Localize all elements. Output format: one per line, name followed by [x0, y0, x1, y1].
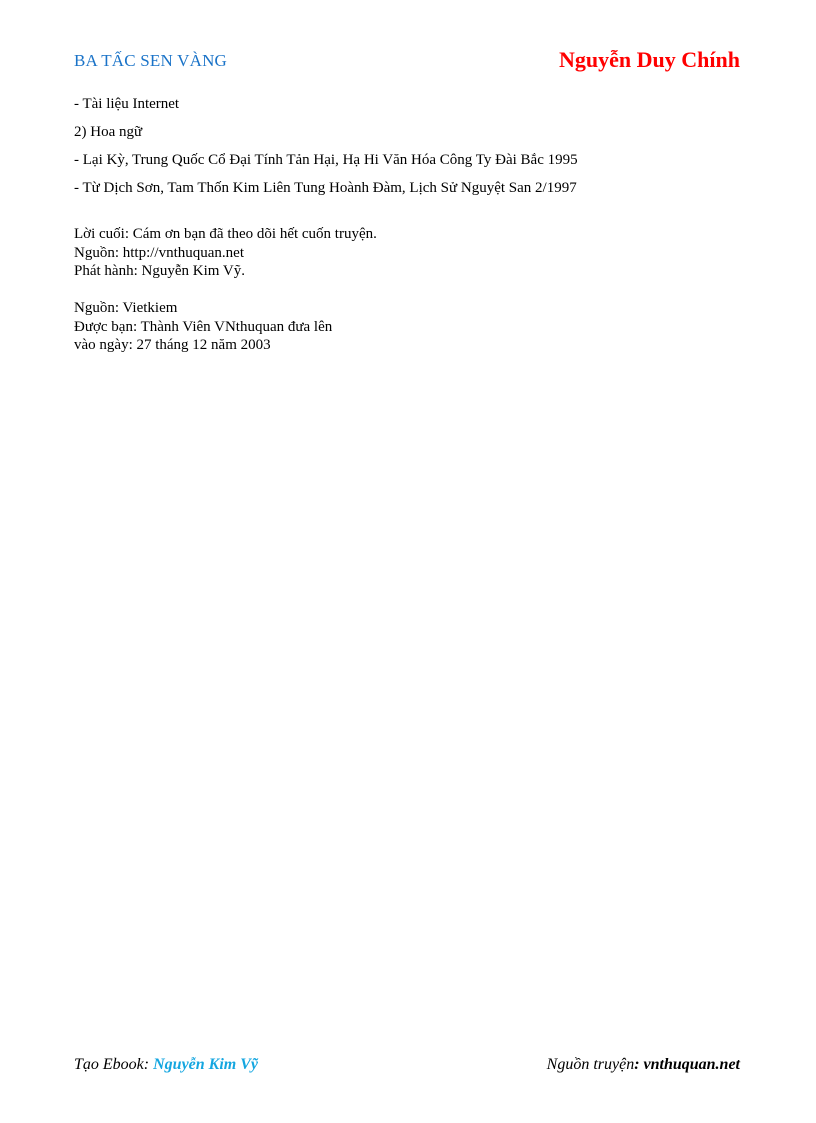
- reference-line-lai-ky: - Lại Kỳ, Trung Quốc Cổ Đại Tính Tản Hại, Hạ Hi Văn Hóa Công Ty Đài Bắc 1995: [74, 152, 578, 168]
- footer-ebook-credit: [74, 1056, 258, 1074]
- source-info: [74, 299, 332, 355]
- reference-line-tu-dich-son: - Từ Dịch Sơn, Tam Thốn Kim Liên Tung Hoành Đàm, Lịch Sử Nguyệt San 2/1997: [74, 180, 577, 196]
- closing-publisher: Phát hành: Nguyễn Kim Vỹ.: [74, 263, 245, 279]
- footer-source-separator: :: [634, 1056, 644, 1073]
- book-title: BA TẤC SEN VÀNG: [74, 51, 228, 70]
- source-origin: Nguồn: Vietkiem: [74, 300, 178, 316]
- source-uploader: Được bạn: Thành Viên VNthuquan đưa lên: [74, 318, 333, 335]
- closing-source-url: Nguồn: http://vnthuquan.net: [74, 244, 244, 261]
- closing-thanks: Lời cuối: Cám ơn bạn đã theo dõi hết cuốn truyện.: [74, 226, 377, 242]
- footer-source-site: vnthuquan.net: [643, 1056, 740, 1073]
- author-name: Nguyễn Duy Chính: [559, 47, 740, 72]
- reference-section-chinese: 2) Hoa ngữ: [74, 124, 143, 140]
- footer-source-label: Nguồn truyện: [546, 1056, 635, 1073]
- footer-ebook-label: Tạo Ebook: [74, 1056, 144, 1073]
- footer-ebook-author: Nguyễn Kim Vỹ: [153, 1056, 258, 1073]
- source-date: vào ngày: 27 tháng 12 năm 2003: [74, 337, 271, 353]
- reference-line-internet: - Tài liệu Internet: [74, 96, 180, 112]
- closing-notes: [74, 225, 377, 281]
- footer-ebook-separator: :: [143, 1056, 154, 1073]
- footer-source-credit: [547, 1056, 740, 1074]
